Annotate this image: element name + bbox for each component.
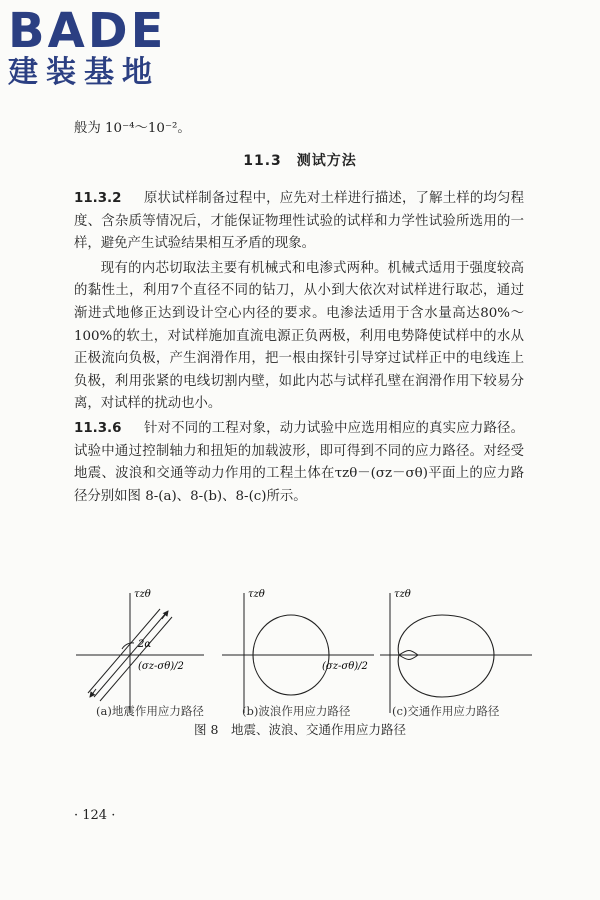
logo-subtitle: 建装基地 bbox=[8, 55, 160, 90]
section-number: 11.3.2 bbox=[74, 191, 122, 206]
stress-path-diagrams bbox=[74, 585, 534, 720]
page-number: · 124 · bbox=[74, 808, 116, 823]
section-heading: 11.3 测试方法 bbox=[243, 153, 357, 169]
caption-c: (c)交通作用应力路径 bbox=[392, 704, 500, 718]
lead-text: 般为 10⁻⁴～10⁻²。 bbox=[74, 121, 191, 136]
body-text bbox=[74, 188, 524, 508]
diagram-a-earthquake bbox=[76, 589, 204, 713]
section-text: 原状试样制备过程中，应先对土样进行描述，了解土样的均匀程度、含杂质等情况后，才能保证物理性试验的试样和力学性试验所选用的一样，避免产生试验结果相互矛盾的现象。 bbox=[74, 191, 525, 252]
section-number: 11.3.6 bbox=[74, 420, 122, 436]
axis-label-y: τzθ bbox=[134, 589, 151, 600]
axis-label-y: τzθ bbox=[394, 589, 411, 600]
paragraph-core-cutting: 现有的内芯切取法主要有机械式和电渗式两种。机械式适用于强度较高的黏性土，利用7个直径不同的钻刀，从小到大依次对试样进行取芯，通过渐进式地修正达到设计空心内径的要求。电渗法适用于含水量高达80%～100%的软土，对试样施加直流电源正负两极，利用电势降使试样中的水从正极流向负极，产生润滑作用，把一根由探针引导穿过试样正中的电线连上负极，利用张紧的电线切割内壁，如此内芯与试样孔壁在润滑作用下较易分离，对试样的扰动也小。 bbox=[74, 260, 524, 412]
lead-line bbox=[74, 118, 524, 141]
caption-a: (a)地震作用应力路径 bbox=[96, 704, 204, 718]
diagram-b-wave bbox=[222, 589, 374, 713]
section-11-3-2 bbox=[74, 188, 524, 256]
cardioid-stress-path bbox=[398, 615, 494, 697]
angle-label: 2α bbox=[138, 639, 152, 650]
axis-label-x: (σz-σθ)/2 bbox=[322, 661, 368, 672]
logo-wordmark: BADE bbox=[8, 3, 167, 59]
section-text: 针对不同的工程对象，动力试验中应选用相应的真实应力路径。试验中通过控制轴力和扭矩的加载波形，即可得到不同的应力路径。对经受地震、波浪和交通等动力作用的工程土体在τzθ－(σz－σθ)平面上的应力路径分别如图 8-(a)、8-(b)、8-(c)所示。 bbox=[74, 420, 525, 504]
diagram-c-traffic bbox=[380, 589, 532, 713]
axis-label-y: τzθ bbox=[248, 589, 265, 600]
figure-caption: 图 8 地震、波浪、交通作用应力路径 bbox=[194, 722, 406, 737]
logo bbox=[8, 3, 178, 90]
section-11-3-6 bbox=[74, 418, 524, 508]
axis-label-x: (σz-σθ)/2 bbox=[138, 661, 184, 672]
caption-b: (b)波浪作用应力路径 bbox=[242, 704, 351, 718]
